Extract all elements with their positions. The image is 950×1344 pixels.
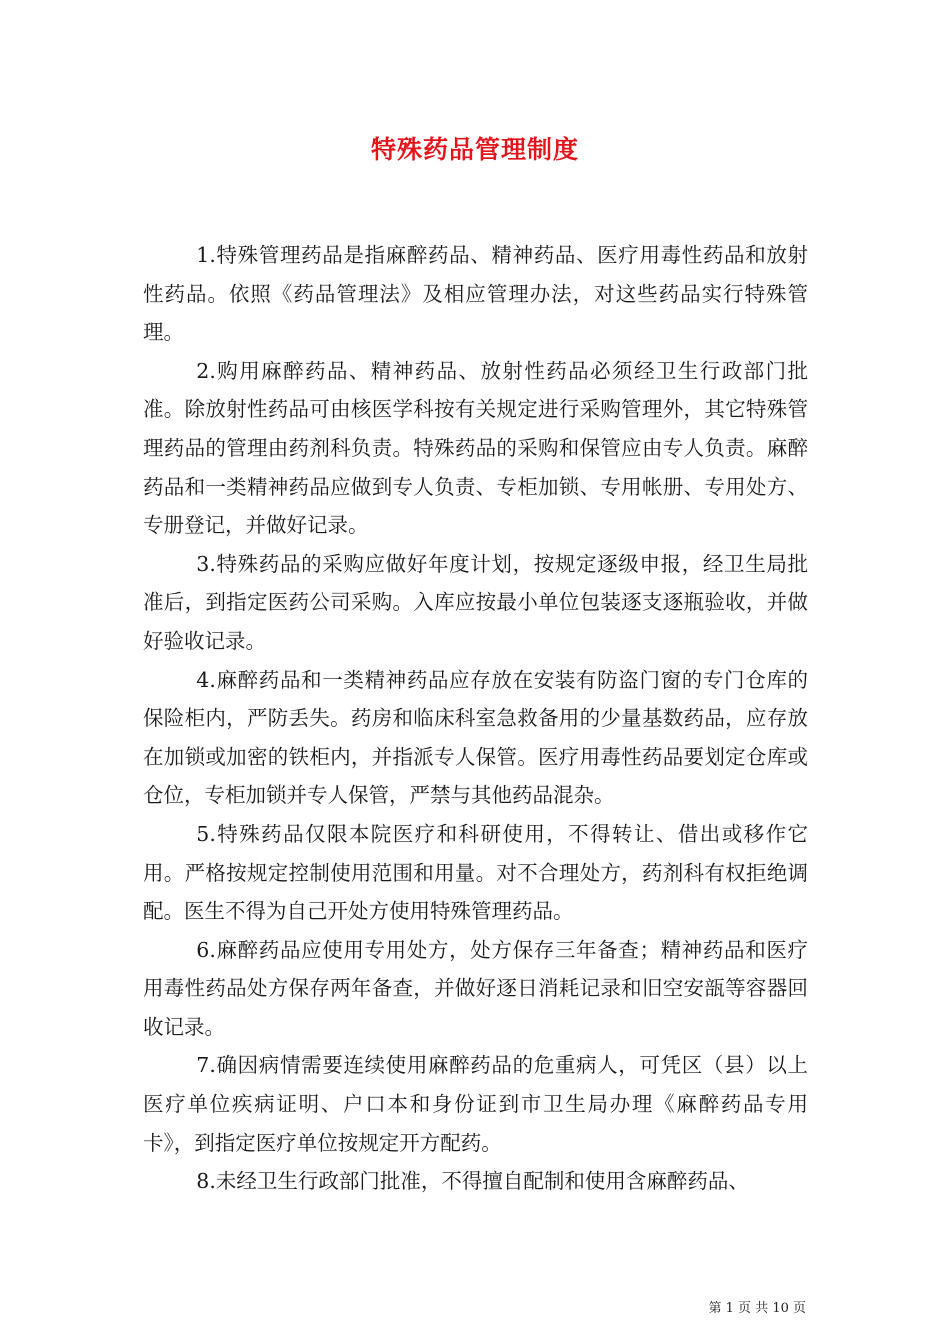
page-number-footer: 第 1 页 共 10 页 <box>708 1301 806 1316</box>
paragraph-3: 3.特殊药品的采购应做好年度计划，按规定逐级申报，经卫生局批准后，到指定医药公司采购。入库应按最小单位包装逐支逐瓶验收，并做好验收记录。 <box>143 551 808 653</box>
document-title: 特殊药品管理制度 <box>370 135 579 164</box>
document-body <box>143 236 808 1201</box>
paragraph-5: 5.特殊药品仅限本院医疗和科研使用，不得转让、借出或移作它用。严格按规定控制使用范围和用量。对不合理处方，药剂科有权拒绝调配。医生不得为自己开处方使用特殊管理药品。 <box>143 821 808 924</box>
paragraph-2: 2.购用麻醉药品、精神药品、放射性药品必须经卫生行政部门批准。除放射性药品可由核医学科按有关规定进行采购管理外，其它特殊管理药品的管理由药剂科负责。特殊药品的采购和保管应由专人负责。麻醉药品和一类精神药品应做到专人负责、专柜加锁、专用帐册、专用处方、专册登记，并做好记录。 <box>143 358 808 538</box>
paragraph-6: 6.麻醉药品应使用专用处方，处方保存三年备查；精神药品和医疗用毒性药品处方保存两年备查，并做好逐日消耗记录和旧空安瓿等容器回收记录。 <box>143 937 808 1039</box>
paragraph-1: 1.特殊管理药品是指麻醉药品、精神药品、医疗用毒性药品和放射性药品。依照《药品管理法》及相应管理办法，对这些药品实行特殊管理。 <box>143 243 808 345</box>
paragraph-7: 7.确因病情需要连续使用麻醉药品的危重病人，可凭区（县）以上医疗单位疾病证明、户口本和身份证到市卫生局办理《麻醉药品专用卡》，到指定医疗单位按规定开方配药。 <box>143 1053 808 1155</box>
paragraph-8: 8.未经卫生行政部门批准，不得擅自配制和使用含麻醉药品、 <box>196 1169 749 1194</box>
paragraph-4: 4.麻醉药品和一类精神药品应存放在安装有防盗门窗的专门仓库的保险柜内，严防丢失。药房和临床科室急救备用的少量基数药品，应存放在加锁或加密的铁柜内，并指派专人保管。医疗用毒性药品要划定仓库或仓位，专柜加锁并专人保管，严禁与其他药品混杂。 <box>143 667 808 808</box>
